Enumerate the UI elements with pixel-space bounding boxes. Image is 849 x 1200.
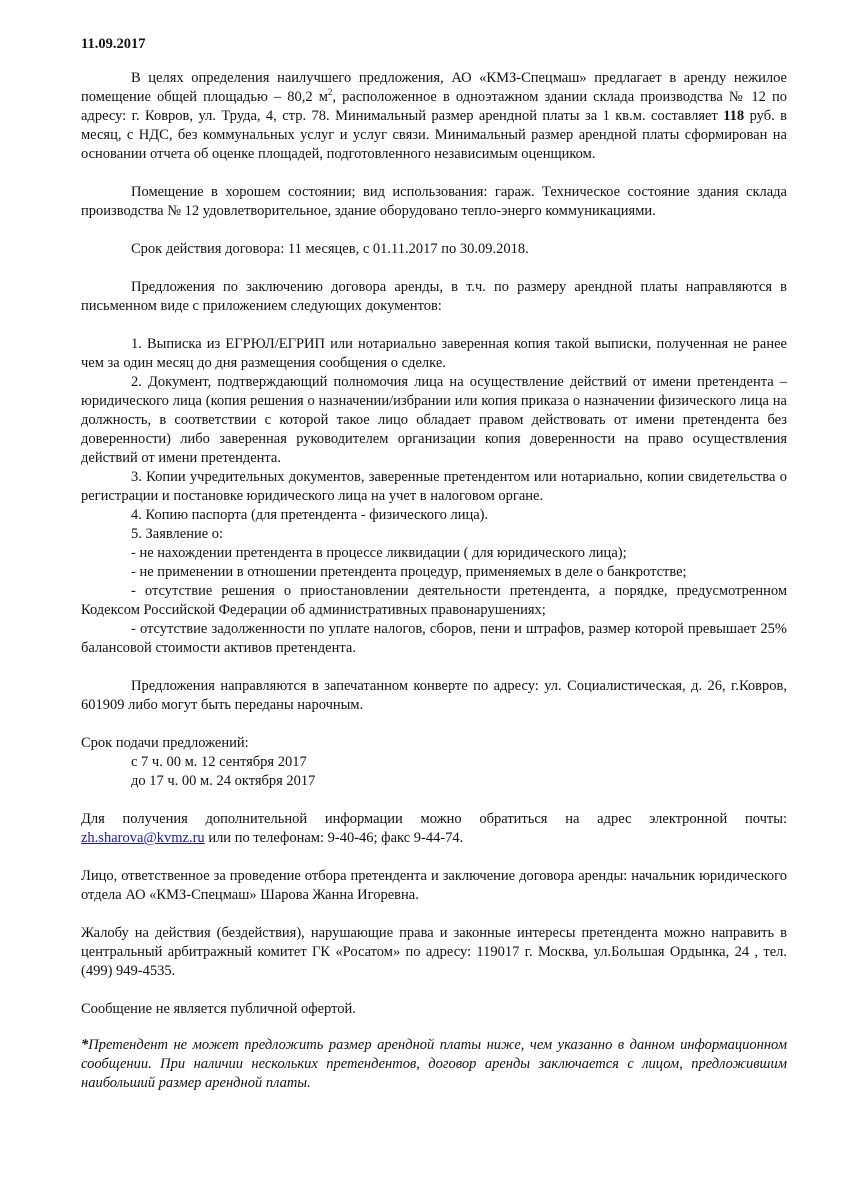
proposals-paragraph: Предложения по заключению договора аренды, в т.ч. по размеру арендной платы направляются в письменном виде с приложением следующих документов: [81, 279, 787, 314]
footnote-star: * [81, 1037, 89, 1053]
price-value: 118 [723, 108, 745, 124]
complaint-paragraph: Жалобу на действия (бездействия), нарушающие права и законные интересы претендента можно направить в центральный арбитражный комитет ГК «Росатом» по адресу: 119017 г. Москва, ул.Большая Ордынка, 24 , тел. (499) 949-4535. [81, 925, 787, 979]
list-item: - не нахождении претендента в процессе ликвидации ( для юридического лица); [131, 545, 627, 561]
list-item: - отсутствие задолженности по уплате налогов, сборов, пени и штрафов, размер которой превышает 25% балансовой стоимости активов претендента. [81, 621, 787, 656]
delivery-paragraph: Предложения направляются в запечатанном конверте по адресу: ул. Социалистическая, д. 26, г.Ковров, 601909 либо могут быть переданы нарочным. [81, 678, 787, 713]
list-item: - не применении в отношении претендента процедур, применяемых в деле о банкротстве; [131, 564, 687, 580]
list-item: - отсутствие решения о приостановлении деятельности претендента, а порядке, предусмотренном Кодексом Российской Федерации об административных правонарушениях; [81, 583, 787, 618]
list-item: 1. Выписка из ЕГРЮЛ/ЕГРИП или нотариально заверенная копия такой выписки, полученная не ранее чем за один месяц до дня размещения сообщения о сделке. [81, 336, 787, 371]
contract-term-paragraph: Срок действия договора: 11 месяцев, с 01.11.2017 по 30.09.2018. [131, 241, 529, 257]
list-item: 3. Копии учредительных документов, заверенные претендентом или нотариально, копии свидетельства о регистрации и постановке юридического лица на учет в налоговом органе. [81, 469, 787, 504]
document-date: 11.09.2017 [81, 36, 146, 52]
list-item: 2. Документ, подтверждающий полномочия лица на осуществление действий от имени претендента – юридического лица (копия решения о назначении/избрании или копия приказа о назначении физического лица на должность, в соответствии с которой такое лицо обладает правом действовать от имени претендента без доверенности) либо заверенная руководителем организации копия доверенности на право осуществления действий от имени претендента. [81, 374, 787, 466]
contact-paragraph [81, 810, 787, 848]
footnote-text: Претендент не может предложить размер арендной платы ниже, чем указанно в данном информационном сообщении. При наличии нескольких претендентов, договор аренды заключается с лицом, предложившим наибольший размер арендной платы. [81, 1037, 787, 1091]
deadline-title: Срок подачи предложений: [81, 735, 249, 751]
offer-text-middle: , расположенное в одноэтажном здании склада производства № 12 по адресу: г. Ковров, ул. Труда, 4, стр. 78. Минимальный размер арендной платы за 1 кв.м. составляет [81, 89, 787, 124]
footnote-paragraph [81, 1036, 787, 1093]
documents-list [81, 335, 787, 658]
responsible-paragraph: Лицо, ответственное за проведение отбора претендента и заключение договора аренды: начальник юридического отдела АО «КМЗ-Спецмаш» Шарова Жанна Игоревна. [81, 868, 787, 903]
document-page [81, 36, 787, 1093]
not-offer-paragraph: Сообщение не является публичной офертой. [81, 1001, 356, 1017]
list-item: 4. Копию паспорта (для претендента - физического лица). [131, 507, 489, 523]
offer-text-end: руб. в месяц, с НДС, без коммунальных услуг и услуг связи. Минимальный размер арендной платы сформирован на основании отчета об оценке площадей, подготовленного независимым оценщиком. [81, 108, 788, 162]
list-item: 5. Заявление о: [131, 526, 224, 542]
contact-text-end: или по телефонам: 9-40-46; факс 9-44-74. [204, 830, 464, 846]
deadline-from: с 7 ч. 00 м. 12 сентября 2017 [131, 754, 307, 770]
condition-paragraph: Помещение в хорошем состоянии; вид использования: гараж. Техническое состояние здания склада производства № 12 удовлетворительное, здание оборудовано тепло-энерго коммуникациями. [81, 184, 787, 219]
offer-text-start: В целях определения наилучшего предложения, АО «КМЗ-Спецмаш» предлагает в аренду нежилое помещение общей площадью – 80,2 м [81, 70, 787, 105]
email-link[interactable]: zh.sharova@kvmz.ru [81, 830, 205, 846]
contact-text-start: Для получения дополнительной информации можно обратиться на адрес электронной почты: [81, 811, 787, 827]
area-unit-superscript: 2 [327, 87, 333, 98]
deadline-to: до 17 ч. 00 м. 24 октября 2017 [131, 773, 316, 789]
offer-paragraph [81, 69, 787, 164]
